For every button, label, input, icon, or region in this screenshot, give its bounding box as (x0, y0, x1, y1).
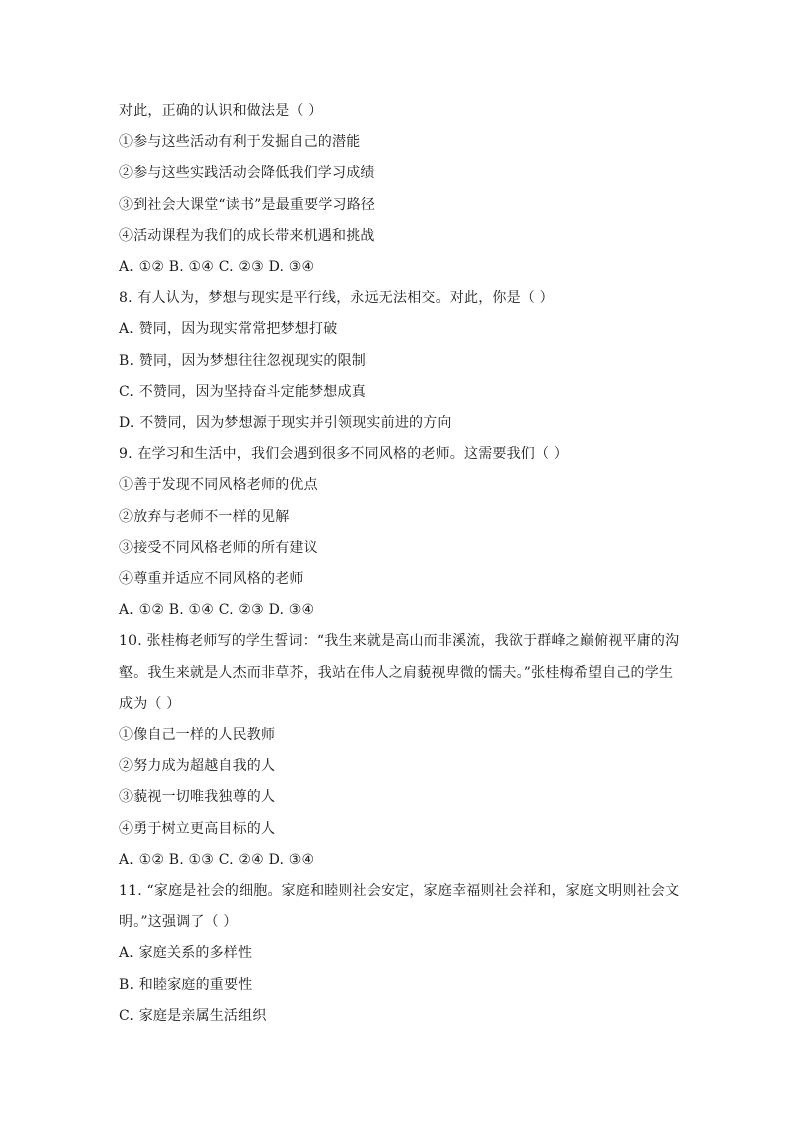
text-line: ③接受不同风格老师的所有建议 (119, 539, 318, 556)
text-line: ③到社会大课堂“读书”是最重要学习路径 (119, 196, 376, 213)
text-line: 壑。我生来就是人杰而非草芥，我站在伟人之肩藐视卑微的懦夫。”张桂梅希望自己的学生 (119, 664, 674, 681)
question-10: 10. 张桂梅老师写的学生誓词：“我生来就是高山而非溪流，我欲于群峰之巅俯视平庸的沟 (119, 633, 680, 650)
answer-options: A. ①② B. ①④ C. ②③ D. ③④ (119, 259, 315, 276)
text-line: ④勇于树立更高目标的人 (119, 820, 276, 837)
option-c: C. 家庭是亲属生活组织 (119, 1007, 267, 1024)
answer-options: A. ①② B. ①④ C. ②③ D. ③④ (119, 602, 315, 619)
question-8: 8. 有人认为，梦想与现实是平行线，永远无法相交。对此，你是（ ） (119, 290, 554, 307)
text-line: ①像自己一样的人民教师 (119, 727, 276, 744)
text-line: ①参与这些活动有利于发掘自己的潜能 (119, 134, 361, 151)
text-line: ②放弃与老师不一样的见解 (119, 508, 290, 525)
text-line: 成为（ ） (119, 695, 181, 712)
option-c: C. 不赞同，因为坚持奋斗定能梦想成真 (119, 383, 366, 400)
option-d: D. 不赞同，因为梦想源于现实并引领现实前进的方向 (119, 415, 452, 432)
option-a: A. 赞同，因为现实常常把梦想打破 (119, 321, 338, 338)
text-line: ④尊重并适应不同风格的老师 (119, 571, 304, 588)
text-line: ④活动课程为我们的成长带来机遇和挑战 (119, 227, 375, 244)
document-body (119, 96, 679, 1032)
text-line: ③藐视一切唯我独尊的人 (119, 789, 276, 806)
answer-options: A. ①② B. ①③ C. ②④ D. ③④ (119, 851, 315, 868)
text-line: ②参与这些实践活动会降低我们学习成绩 (119, 165, 375, 182)
option-a: A. 家庭关系的多样性 (119, 945, 253, 962)
text-line: ②努力成为超越自我的人 (119, 758, 276, 775)
question-9: 9. 在学习和生活中，我们会遇到很多不同风格的老师。这需要我们（ ） (119, 446, 569, 463)
text-line: ①善于发现不同风格老师的优点 (119, 477, 318, 494)
text-line: 明。”这强调了（ ） (119, 914, 238, 931)
question-11: 11. “家庭是社会的细胞。家庭和睦则社会安定，家庭幸福则社会祥和，家庭文明则社会文 (119, 883, 680, 900)
option-b: B. 赞同，因为梦想往往忽视现实的限制 (119, 352, 366, 369)
option-b: B. 和睦家庭的重要性 (119, 976, 253, 993)
text-line: 对此，正确的认识和做法是（ ） (119, 103, 323, 119)
